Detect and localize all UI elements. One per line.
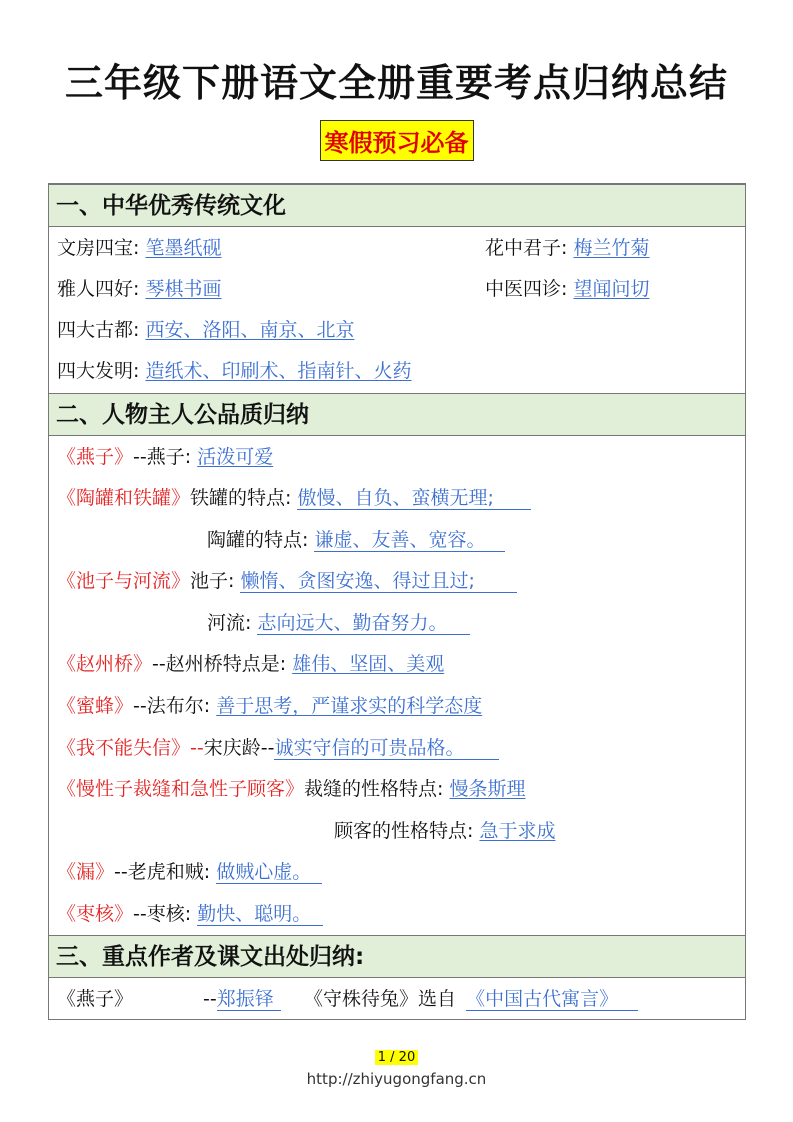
list-item: 《燕子》--燕子: 活泼可爱 [57, 446, 274, 468]
subtitle-banner: 寒假预习必备 [320, 120, 474, 161]
list-item: 《燕子》 --郑振铎 [57, 987, 281, 1011]
list-item: 陶罐的特点: 谦虚、友善、宽容。 [207, 528, 505, 552]
list-item: 《慢性子裁缝和急性子顾客》裁缝的性格特点: 慢条斯理 [57, 778, 526, 800]
list-item: 《枣核》--枣核: 勤快、聪明。 [57, 902, 323, 926]
list-item: 《蜜蜂》--法布尔: 善于思考，严谨求实的科学态度 [57, 695, 483, 717]
list-item: 《赵州桥》--赵州桥特点是: 雄伟、坚固、美观 [57, 653, 445, 675]
list-item: 《池子与河流》池子: 懒惰、贪图安逸、得过且过; [57, 569, 517, 593]
footer-url: http://zhiyugongfang.cn [306, 1070, 487, 1088]
list-item: 顾客的性格特点: 急于求成 [334, 820, 556, 842]
list-item: 花中君子: 梅兰竹菊 [485, 237, 650, 259]
section-heading-characters: 二、人物主人公品质归纳 [49, 393, 745, 436]
list-item: 四大发明: 造纸术、印刷术、指南针、火药 [57, 360, 412, 382]
list-item: 《漏》--老虎和贼: 做贼心虚。 [57, 860, 322, 884]
list-item: 《陶罐和铁罐》铁罐的特点: 傲慢、自负、蛮横无理; [57, 486, 531, 510]
list-item: 《守株待兔》选自 《中国古代寓言》 [304, 987, 638, 1011]
section-heading-authors: 三、重点作者及课文出处归纳: [49, 935, 745, 978]
page-title: 三年级下册语文全册重要考点归纳总结 [64, 61, 728, 105]
list-item: 雅人四好: 琴棋书画 [57, 278, 222, 300]
content-table [48, 183, 746, 1020]
list-item: 《我不能失信》--宋庆龄--诚实守信的可贵品格。 [57, 736, 499, 760]
list-item: 河流: 志向远大、勤奋努力。 [207, 611, 470, 635]
page-number: 1 / 20 [375, 1050, 418, 1065]
list-item: 四大古都: 西安、洛阳、南京、北京 [57, 319, 355, 341]
section-heading-culture: 一、中华优秀传统文化 [49, 184, 745, 227]
list-item: 中医四诊: 望闻问切 [485, 278, 650, 300]
list-item: 文房四宝: 笔墨纸砚 [57, 237, 222, 259]
